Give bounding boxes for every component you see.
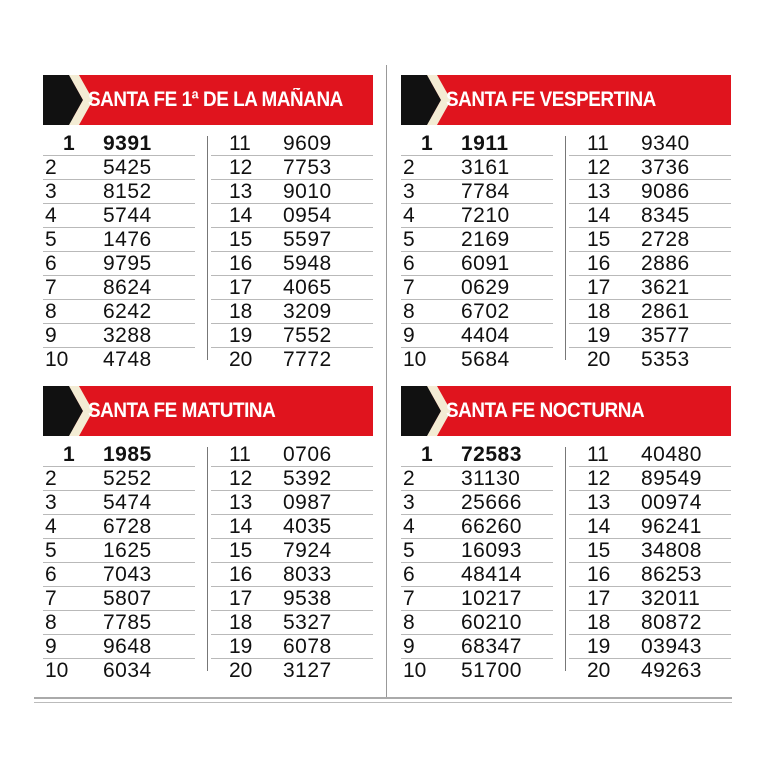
result-position: 8 [45,611,57,634]
result-position: 7 [403,587,415,610]
result-row [569,276,731,300]
result-row [569,252,731,276]
result-row [401,276,553,300]
result-position: 20 [587,659,611,682]
result-row [401,467,553,491]
result-number: 0987 [283,491,332,514]
result-number: 9391 [103,132,152,155]
result-position: 16 [587,563,611,586]
result-position: 10 [403,348,427,371]
result-row [401,180,553,204]
result-number: 96241 [641,515,702,538]
result-position: 6 [403,563,415,586]
result-row [569,539,731,563]
result-position: 3 [45,180,57,203]
result-row [211,324,373,348]
result-position: 15 [587,228,611,251]
result-row [43,276,195,300]
result-position: 14 [229,204,253,227]
result-row [401,539,553,563]
result-row [43,180,195,204]
result-row [211,467,373,491]
result-row [211,563,373,587]
column-divider [207,136,208,360]
result-row [569,300,731,324]
results-columns [43,132,373,371]
result-number: 25666 [461,491,522,514]
result-row [401,228,553,252]
result-position: 5 [45,539,57,562]
result-number: 7784 [461,180,510,203]
result-number: 2728 [641,228,690,251]
result-row [211,635,373,659]
result-row [43,252,195,276]
result-position: 3 [45,491,57,514]
result-position: 11 [587,443,609,466]
result-number: 0629 [461,276,510,299]
result-row [43,348,195,371]
result-number: 1985 [103,443,152,466]
result-row [211,252,373,276]
result-row [401,348,553,371]
column-divider [207,447,208,671]
result-position: 3 [403,180,415,203]
result-number: 4065 [283,276,332,299]
result-number: 60210 [461,611,522,634]
panel-header [401,386,731,436]
panel-header [43,386,373,436]
result-position: 1 [63,132,75,155]
bottom-rule [34,697,732,699]
result-position: 6 [45,252,57,275]
result-row [43,156,195,180]
center-divider [386,65,387,697]
result-row [569,515,731,539]
result-row [569,587,731,611]
result-number: 5684 [461,348,510,371]
result-number: 6091 [461,252,510,275]
result-position: 4 [45,204,57,227]
result-row [43,611,195,635]
result-row [211,348,373,371]
lottery-panel [401,75,731,371]
panel-title: SANTA FE NOCTURNA [446,399,645,422]
result-row [401,587,553,611]
result-row [401,611,553,635]
result-position: 19 [587,635,611,658]
result-position: 7 [45,276,57,299]
results-column-right [569,443,731,682]
result-number: 9795 [103,252,152,275]
result-row [569,348,731,371]
result-number: 89549 [641,467,702,490]
result-row [401,132,553,156]
result-row [43,300,195,324]
result-row [569,611,731,635]
panel-title: SANTA FE 1ª DE LA MAÑANA [88,88,343,111]
result-row [43,587,195,611]
result-position: 11 [229,443,251,466]
result-position: 19 [587,324,611,347]
result-position: 19 [229,324,253,347]
result-position: 19 [229,635,253,658]
result-number: 7753 [283,156,332,179]
results-columns [401,443,731,682]
result-row [43,635,195,659]
result-number: 4404 [461,324,510,347]
panel-header [43,75,373,125]
result-position: 4 [403,515,415,538]
result-row [569,228,731,252]
result-number: 6242 [103,300,152,323]
result-number: 80872 [641,611,702,634]
result-position: 2 [45,156,57,179]
result-row [401,300,553,324]
panel-title: SANTA FE VESPERTINA [446,88,656,111]
result-number: 34808 [641,539,702,562]
result-position: 17 [229,587,253,610]
result-row [401,491,553,515]
result-number: 66260 [461,515,522,538]
result-row [211,228,373,252]
result-row [43,443,195,467]
result-position: 9 [403,635,415,658]
result-number: 1911 [461,132,509,155]
result-position: 12 [587,467,611,490]
result-number: 68347 [461,635,522,658]
result-number: 5744 [103,204,152,227]
result-number: 51700 [461,659,522,682]
result-number: 4748 [103,348,152,371]
result-row [211,659,373,682]
result-position: 17 [587,587,611,610]
results-column-left [43,443,195,682]
result-number: 7772 [283,348,332,371]
result-number: 48414 [461,563,522,586]
result-number: 3736 [641,156,690,179]
result-number: 16093 [461,539,522,562]
result-row [401,324,553,348]
result-position: 5 [45,228,57,251]
result-position: 20 [229,659,253,682]
result-number: 6078 [283,635,332,658]
results-column-left [43,132,195,371]
result-position: 17 [587,276,611,299]
result-row [211,132,373,156]
result-position: 8 [403,300,415,323]
result-position: 6 [403,252,415,275]
result-position: 13 [587,180,611,203]
result-row [43,539,195,563]
result-number: 7043 [103,563,152,586]
result-number: 1625 [103,539,152,562]
panel-title: SANTA FE MATUTINA [88,399,276,422]
result-number: 5392 [283,467,332,490]
result-number: 8152 [103,180,152,203]
result-number: 5597 [283,228,332,251]
result-row [43,515,195,539]
result-number: 6728 [103,515,152,538]
result-position: 5 [403,228,415,251]
result-row [569,635,731,659]
result-position: 8 [45,300,57,323]
result-position: 9 [45,635,57,658]
result-number: 3127 [283,659,332,682]
panel-header [401,75,731,125]
result-row [401,659,553,682]
result-position: 10 [45,659,69,682]
result-number: 1476 [103,228,152,251]
result-row [569,156,731,180]
result-number: 8033 [283,563,332,586]
result-position: 13 [229,180,253,203]
result-row [401,252,553,276]
result-position: 4 [403,204,415,227]
bottom-rule-thin [34,702,732,703]
result-row [569,180,731,204]
result-row [569,491,731,515]
result-position: 15 [229,539,253,562]
result-position: 16 [229,252,253,275]
result-position: 6 [45,563,57,586]
results-column-right [211,132,373,371]
result-position: 13 [587,491,611,514]
result-position: 2 [403,467,415,490]
result-number: 6034 [103,659,152,682]
result-row [569,132,731,156]
result-row [43,659,195,682]
result-row [569,324,731,348]
result-position: 14 [229,515,253,538]
result-row [211,204,373,228]
result-position: 9 [45,324,57,347]
result-row [211,300,373,324]
result-number: 0706 [283,443,332,466]
result-position: 10 [403,659,427,682]
result-position: 1 [63,443,75,466]
result-position: 7 [45,587,57,610]
result-position: 1 [421,132,433,155]
result-position: 14 [587,515,611,538]
result-row [43,467,195,491]
result-row [401,443,553,467]
result-row [401,156,553,180]
result-position: 2 [403,156,415,179]
result-number: 3577 [641,324,690,347]
result-row [211,611,373,635]
result-row [211,443,373,467]
result-number: 6702 [461,300,510,323]
result-number: 5474 [103,491,152,514]
result-row [569,659,731,682]
result-position: 18 [229,611,253,634]
result-position: 12 [587,156,611,179]
result-number: 9010 [283,180,332,203]
result-row [211,515,373,539]
results-column-right [211,443,373,682]
result-row [211,491,373,515]
result-number: 2169 [461,228,510,251]
result-row [43,324,195,348]
result-number: 5425 [103,156,152,179]
lottery-panel [43,386,373,682]
result-position: 16 [229,563,253,586]
result-position: 14 [587,204,611,227]
result-number: 72583 [461,443,522,466]
result-row [211,180,373,204]
results-column-left [401,443,553,682]
result-number: 03943 [641,635,702,658]
result-number: 9648 [103,635,152,658]
result-number: 31130 [461,467,521,490]
result-position: 2 [45,467,57,490]
result-row [43,204,195,228]
result-position: 20 [587,348,611,371]
result-number: 3161 [461,156,510,179]
results-columns [401,132,731,371]
result-row [401,635,553,659]
result-number: 5327 [283,611,332,634]
result-position: 16 [587,252,611,275]
column-divider [565,447,566,671]
result-number: 3209 [283,300,332,323]
result-position: 18 [229,300,253,323]
result-row [569,467,731,491]
result-number: 7924 [283,539,332,562]
result-row [211,539,373,563]
result-position: 3 [403,491,415,514]
result-number: 9340 [641,132,690,155]
result-position: 8 [403,611,415,634]
results-column-right [569,132,731,371]
result-number: 5807 [103,587,152,610]
result-row [401,515,553,539]
result-number: 3621 [641,276,690,299]
result-number: 9538 [283,587,332,610]
result-position: 12 [229,467,253,490]
result-row [43,491,195,515]
result-number: 5353 [641,348,690,371]
result-row [43,563,195,587]
result-position: 20 [229,348,253,371]
result-number: 32011 [641,587,701,610]
result-row [211,156,373,180]
result-row [569,563,731,587]
result-number: 0954 [283,204,332,227]
result-row [211,276,373,300]
result-position: 15 [229,228,253,251]
result-row [211,587,373,611]
result-position: 12 [229,156,253,179]
lottery-panel [401,386,731,682]
result-position: 18 [587,611,611,634]
results-columns [43,443,373,682]
result-number: 2886 [641,252,690,275]
result-position: 17 [229,276,253,299]
result-position: 15 [587,539,611,562]
result-number: 8345 [641,204,690,227]
result-position: 1 [421,443,433,466]
result-position: 5 [403,539,415,562]
result-number: 9086 [641,180,690,203]
result-number: 3288 [103,324,152,347]
result-number: 5948 [283,252,332,275]
result-number: 10217 [461,587,522,610]
result-row [401,204,553,228]
result-row [569,443,731,467]
result-position: 13 [229,491,253,514]
result-number: 00974 [641,491,702,514]
result-number: 2861 [641,300,690,323]
lottery-panel [43,75,373,371]
result-number: 4035 [283,515,332,538]
results-column-left [401,132,553,371]
result-row [569,204,731,228]
result-number: 86253 [641,563,702,586]
result-row [43,228,195,252]
result-number: 49263 [641,659,702,682]
result-position: 4 [45,515,57,538]
result-number: 7785 [103,611,152,634]
result-position: 9 [403,324,415,347]
result-position: 11 [587,132,609,155]
result-position: 11 [229,132,251,155]
result-row [401,563,553,587]
result-number: 5252 [103,467,152,490]
result-position: 7 [403,276,415,299]
result-position: 18 [587,300,611,323]
result-number: 9609 [283,132,332,155]
result-number: 40480 [641,443,702,466]
result-position: 10 [45,348,69,371]
result-number: 7552 [283,324,332,347]
column-divider [565,136,566,360]
result-row [43,132,195,156]
result-number: 8624 [103,276,152,299]
result-number: 7210 [461,204,510,227]
